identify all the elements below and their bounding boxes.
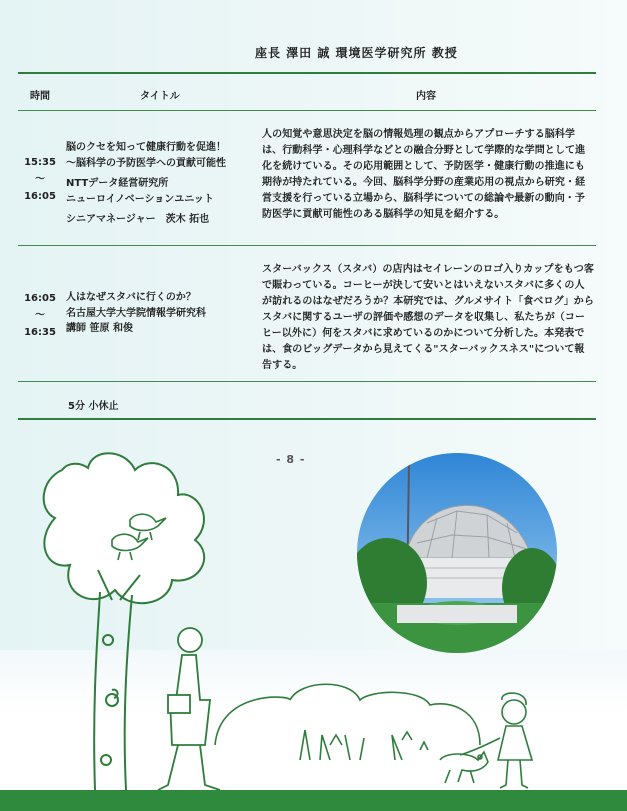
page-number: - 8 - <box>276 453 306 466</box>
row1-title-line: 脳のクセを知って健康行動を促進！ <box>66 142 226 153</box>
row2-title-line: 人はなぜスタバに行くのか？ <box>66 292 196 303</box>
row1-time-start: 15:35 <box>24 157 56 168</box>
row1-title-line: ～脳科学の予防医学への貢献可能性 <box>66 157 226 169</box>
row2-time-end: 16:35 <box>24 327 56 338</box>
row1-rule <box>18 245 596 246</box>
session-chair: 座長 澤田 誠 環境医学研究所 教授 <box>255 46 458 60</box>
table-bottom-rule <box>18 418 596 420</box>
grass-icon <box>215 684 480 760</box>
row1-content: 人の知覚や意思決定を脳の情報処理の観点からアプローチする脳科学は、行動科学・心理科学などとの融合分野として学際的な学問として進化を続けている。その応用範囲として、予防医学・健康行動の推進にも期待が持たれている。今回、脳科学分野の産業応用の視点から研究・経営支援を行っている立場から、脳科学についての総論や最新の動向・予防医学に貢献可能性のある脳科学の知見を紹介する。 <box>262 129 586 220</box>
row1-time-sep: ～ <box>35 174 45 185</box>
row2-time-start: 16:05 <box>24 293 56 304</box>
row1-title-line: NTTデータ経営研究所 <box>66 178 169 189</box>
row2-title-line: 講師 笹原 和俊 <box>66 323 133 334</box>
row2-title <box>66 290 206 337</box>
table-top-rule <box>18 72 596 74</box>
row2-time <box>20 290 60 341</box>
walking-man-icon <box>158 628 220 790</box>
row1-title-line: シニアマネージャー 茨木 拓也 <box>66 214 210 225</box>
header-rule <box>18 110 596 111</box>
column-header-time: 時間 <box>30 91 50 102</box>
row1-title-line: ニューロイノベーションユニット <box>66 193 214 205</box>
bottom-bar <box>0 790 627 811</box>
row1-time-end: 16:05 <box>24 191 56 202</box>
row1-time <box>20 154 60 205</box>
dome-photo-art <box>357 453 557 653</box>
row2-time-sep: ～ <box>35 310 45 321</box>
column-header-content: 内容 <box>416 91 436 102</box>
row2-rule <box>18 381 596 382</box>
break-label: 5分 小休止 <box>68 401 119 412</box>
row2-title-line: 名古屋大学大学院情報学研究科 <box>66 307 206 319</box>
dome-building-photo <box>357 453 557 653</box>
row1-title <box>66 140 226 228</box>
column-header-title: タイトル <box>140 91 180 102</box>
row2-content: スターバックス（スタバ）の店内はセイレーンのロゴ入りカップをもつ客で賑わっている。コーヒーが決して安いとはいえないスタバに多くの人が訪れるのはなぜだろうか？本研究では、グルメサイト「食べログ」からスタバに関するユーザの評価や感想のデータを収集し、私たちが（コーヒー以外に）何をスタバに求めているのかについて分析した。本発表では、食のビッグデータから見えてくる"スターバックスネス"について報告する。 <box>262 264 594 371</box>
